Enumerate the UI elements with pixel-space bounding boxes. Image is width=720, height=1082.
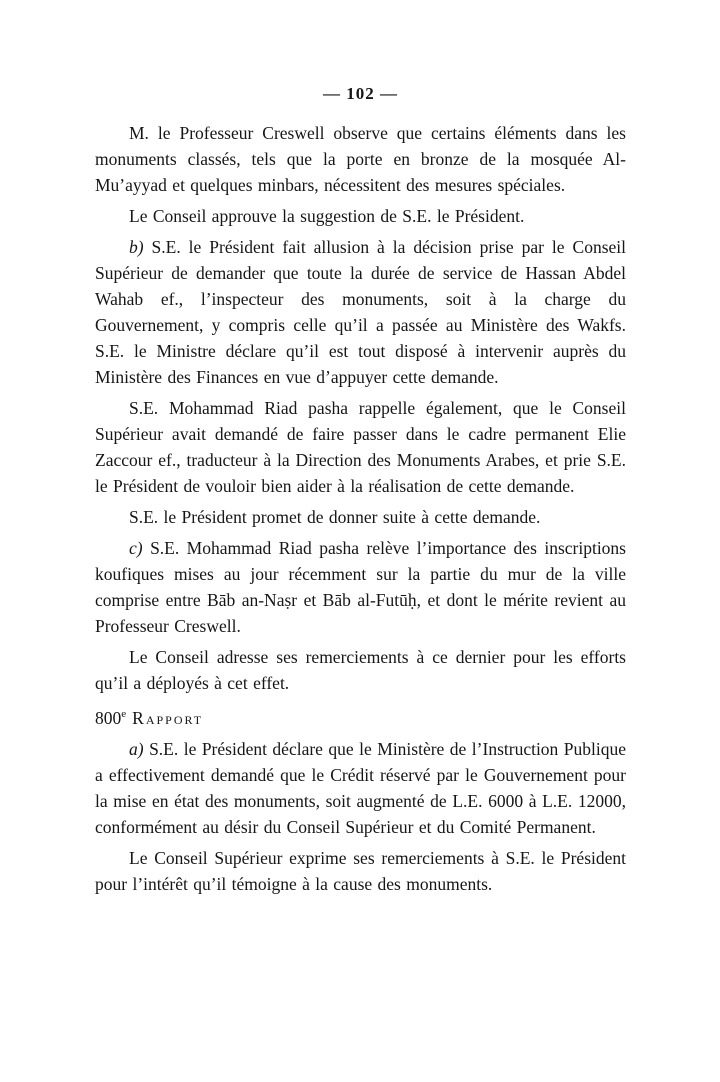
paragraph xyxy=(95,395,626,499)
paragraph xyxy=(95,203,626,229)
section-heading xyxy=(95,701,626,731)
paragraph-text: Le Conseil Supérieur exprime ses remerciements à S.E. le Président pour l’intérêt qu’il témoigne à la cause des monuments. xyxy=(95,847,626,894)
page-number: — 102 — xyxy=(323,84,398,103)
paragraph xyxy=(95,120,626,198)
paragraph xyxy=(95,736,626,840)
section-heading-number: 800 xyxy=(95,707,122,728)
page-body xyxy=(95,120,626,897)
section-heading-title: Rapport xyxy=(132,707,204,728)
paragraph-text: S.E. le Président déclare que le Ministère de l’Instruction Publique a effectivement demandé que le Crédit réservé par le Gouvernement pour la mise en état des monuments, soit augmenté de L.E. 6000 à L.E. 12000, conformément au désir du Conseil Supérieur et du Comité Permanent. xyxy=(95,738,627,837)
paragraph-text: S.E. le Président promet de donner suite à cette demande. xyxy=(129,507,541,527)
paragraph xyxy=(95,234,626,390)
paragraph-marker: c) xyxy=(129,538,143,558)
section-heading-sup: e xyxy=(121,708,127,720)
paragraph-marker: a) xyxy=(129,738,144,759)
paragraph-text: S.E. Mohammad Riad pasha rappelle également, que le Conseil Supérieur avait demandé de faire passer dans le cadre permanent Elie Zaccour ef., traducteur à la Direction des Monuments Arabes, et prie S.E. le Président de vouloir bien aider à la réalisation de cette demande. xyxy=(95,398,626,496)
paragraph-text: Le Conseil approuve la suggestion de S.E. le Président. xyxy=(129,206,525,226)
paragraph xyxy=(95,504,626,530)
paragraph xyxy=(95,535,626,639)
paragraph-text: S.E. Mohammad Riad pasha relève l’importance des inscriptions koufiques mises au jour récemment sur la partie du mur de la ville comprise entre Bāb an-Naṣr et Bāb al-Futūḥ, et dont le mérite revient au Professeur Creswell. xyxy=(95,538,626,636)
paragraph xyxy=(95,644,626,696)
paragraph-text: Le Conseil adresse ses remerciements à ce dernier pour les efforts qu’il a déployés à cet effet. xyxy=(95,647,626,693)
paragraph-text: S.E. le Président fait allusion à la décision prise par le Conseil Supérieur de demander que toute la durée de service de Hassan Abdel Wahab ef., l’inspecteur des monuments, soit à la charge du Gouvernement, y compris celle qu’il a passée au Ministère des Wakfs. S.E. le Ministre déclare qu’il est tout disposé à intervenir auprès du Ministère des Finances en vue d’appuyer cette demande. xyxy=(95,237,626,387)
paragraph-marker: b) xyxy=(129,237,144,257)
paragraph-text: M. le Professeur Creswell observe que certains éléments dans les monuments classés, tels que la porte en bronze de la mosquée Al-Mu’ayyad et quelques minbars, nécessitent des mesures spéciales. xyxy=(95,123,626,195)
paragraph xyxy=(95,845,626,897)
